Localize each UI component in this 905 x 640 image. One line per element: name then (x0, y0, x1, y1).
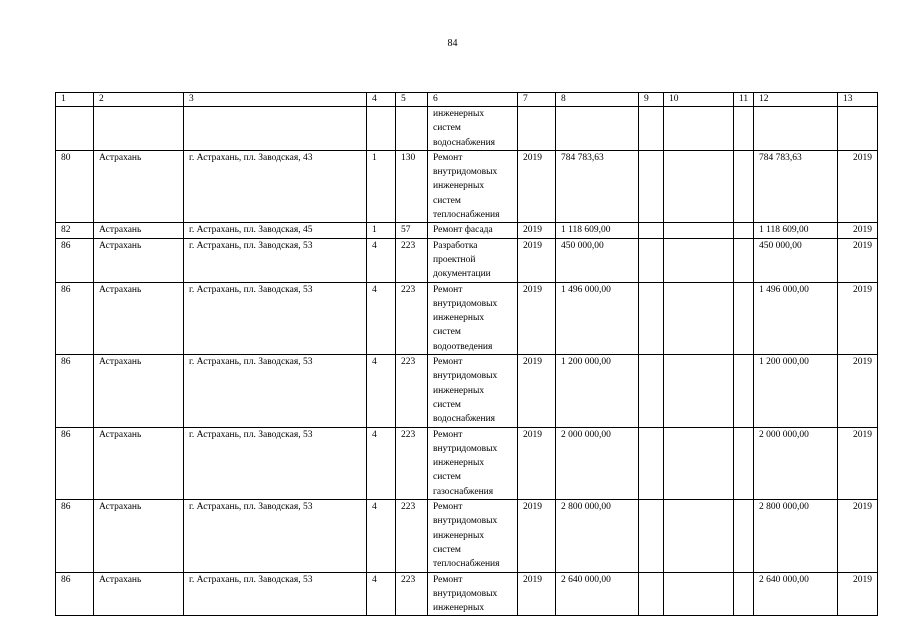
col10-cell (664, 223, 734, 238)
col5-cell: 130 (396, 150, 428, 222)
table-row (56, 150, 878, 222)
amount-cell: 1 200 000,00 (556, 355, 639, 427)
col4-cell (367, 107, 396, 151)
work-type-cell: Ремонт фасада (428, 223, 518, 238)
row-number-cell: 82 (56, 223, 94, 238)
address-cell: г. Астрахань, пл. Заводская, 53 (184, 355, 367, 427)
work-type-cell: Ремонт внутридомовых инженерных систем водоотведения (428, 282, 518, 354)
row-number-cell: 86 (56, 500, 94, 572)
amount-total-cell: 450 000,00 (754, 238, 838, 282)
col4-cell: 4 (367, 282, 396, 354)
year-cell: 2019 (518, 150, 556, 222)
address-cell: г. Астрахань, пл. Заводская, 53 (184, 282, 367, 354)
address-cell: г. Астрахань, пл. Заводская, 53 (184, 500, 367, 572)
header-cell: 4 (367, 93, 396, 107)
year-cell: 2019 (518, 427, 556, 499)
year-cell: 2019 (518, 282, 556, 354)
row-number-cell: 86 (56, 282, 94, 354)
amount-total-cell: 1 200 000,00 (754, 355, 838, 427)
row-number-cell (56, 107, 94, 151)
city-cell: Астрахань (94, 150, 184, 222)
work-type-cell: инженерных систем водоснабжения (428, 107, 518, 151)
address-cell: г. Астрахань, пл. Заводская, 53 (184, 572, 367, 616)
header-cell: 11 (734, 93, 754, 107)
year-cell (518, 107, 556, 151)
year-cell: 2019 (518, 223, 556, 238)
row-number-cell: 86 (56, 572, 94, 616)
row-number-cell: 86 (56, 355, 94, 427)
col4-cell: 1 (367, 150, 396, 222)
header-cell: 12 (754, 93, 838, 107)
col10-cell (664, 107, 734, 151)
city-cell: Астрахань (94, 238, 184, 282)
amount-cell: 2 640 000,00 (556, 572, 639, 616)
row-number-cell: 86 (56, 238, 94, 282)
completion-year-cell: 2019 (838, 427, 878, 499)
col5-cell: 223 (396, 238, 428, 282)
col11-cell (734, 238, 754, 282)
amount-cell: 2 000 000,00 (556, 427, 639, 499)
header-cell: 2 (94, 93, 184, 107)
table-row (56, 572, 878, 616)
col9-cell (639, 427, 664, 499)
col11-cell (734, 107, 754, 151)
table-row (56, 107, 878, 151)
amount-total-cell: 784 783,63 (754, 150, 838, 222)
repair-program-table (55, 92, 878, 616)
col5-cell: 223 (396, 500, 428, 572)
col9-cell (639, 572, 664, 616)
city-cell (94, 107, 184, 151)
completion-year-cell: 2019 (838, 500, 878, 572)
col9-cell (639, 150, 664, 222)
address-cell: г. Астрахань, пл. Заводская, 53 (184, 238, 367, 282)
amount-total-cell: 2 800 000,00 (754, 500, 838, 572)
amount-cell: 2 800 000,00 (556, 500, 639, 572)
work-type-cell: Ремонт внутридомовых инженерных систем водоснабжения (428, 355, 518, 427)
col5-cell: 57 (396, 223, 428, 238)
city-cell: Астрахань (94, 355, 184, 427)
col5-cell: 223 (396, 427, 428, 499)
completion-year-cell: 2019 (838, 150, 878, 222)
col5-cell: 223 (396, 282, 428, 354)
header-cell: 13 (838, 93, 878, 107)
completion-year-cell: 2019 (838, 238, 878, 282)
table-row (56, 427, 878, 499)
completion-year-cell (838, 107, 878, 151)
work-type-cell: Разработка проектной документации (428, 238, 518, 282)
col4-cell: 4 (367, 427, 396, 499)
col11-cell (734, 427, 754, 499)
header-cell: 8 (556, 93, 639, 107)
amount-total-cell (754, 107, 838, 151)
address-cell: г. Астрахань, пл. Заводская, 45 (184, 223, 367, 238)
completion-year-cell: 2019 (838, 282, 878, 354)
work-type-cell: Ремонт внутридомовых инженерных систем теплоснабжения (428, 150, 518, 222)
row-number-cell: 86 (56, 427, 94, 499)
col11-cell (734, 223, 754, 238)
col11-cell (734, 500, 754, 572)
work-type-cell: Ремонт внутридомовых инженерных систем теплоснабжения (428, 500, 518, 572)
amount-cell: 1 118 609,00 (556, 223, 639, 238)
completion-year-cell: 2019 (838, 223, 878, 238)
table-row (56, 238, 878, 282)
col10-cell (664, 500, 734, 572)
completion-year-cell: 2019 (838, 572, 878, 616)
col11-cell (734, 282, 754, 354)
year-cell: 2019 (518, 572, 556, 616)
work-type-cell: Ремонт внутридомовых инженерных систем газоснабжения (428, 427, 518, 499)
header-cell: 10 (664, 93, 734, 107)
amount-total-cell: 1 496 000,00 (754, 282, 838, 354)
address-cell (184, 107, 367, 151)
column-number-header-row (56, 93, 878, 107)
col9-cell (639, 500, 664, 572)
header-cell: 3 (184, 93, 367, 107)
col10-cell (664, 150, 734, 222)
col5-cell: 223 (396, 355, 428, 427)
city-cell: Астрахань (94, 223, 184, 238)
year-cell: 2019 (518, 500, 556, 572)
city-cell: Астрахань (94, 572, 184, 616)
col9-cell (639, 355, 664, 427)
col9-cell (639, 238, 664, 282)
col4-cell: 4 (367, 238, 396, 282)
amount-cell: 1 496 000,00 (556, 282, 639, 354)
table-row (56, 282, 878, 354)
amount-cell (556, 107, 639, 151)
address-cell: г. Астрахань, пл. Заводская, 43 (184, 150, 367, 222)
col5-cell: 223 (396, 572, 428, 616)
col9-cell (639, 107, 664, 151)
col10-cell (664, 572, 734, 616)
col10-cell (664, 427, 734, 499)
city-cell: Астрахань (94, 427, 184, 499)
amount-total-cell: 2 000 000,00 (754, 427, 838, 499)
amount-total-cell: 1 118 609,00 (754, 223, 838, 238)
work-type-cell: Ремонт внутридомовых инженерных (428, 572, 518, 616)
header-cell: 5 (396, 93, 428, 107)
col5-cell (396, 107, 428, 151)
header-cell: 6 (428, 93, 518, 107)
col4-cell: 4 (367, 355, 396, 427)
col10-cell (664, 238, 734, 282)
amount-cell: 450 000,00 (556, 238, 639, 282)
col10-cell (664, 355, 734, 427)
city-cell: Астрахань (94, 500, 184, 572)
col4-cell: 4 (367, 500, 396, 572)
header-cell: 9 (639, 93, 664, 107)
table-row (56, 500, 878, 572)
header-cell: 1 (56, 93, 94, 107)
address-cell: г. Астрахань, пл. Заводская, 53 (184, 427, 367, 499)
col10-cell (664, 282, 734, 354)
col4-cell: 4 (367, 572, 396, 616)
col4-cell: 1 (367, 223, 396, 238)
col11-cell (734, 572, 754, 616)
header-cell: 7 (518, 93, 556, 107)
col11-cell (734, 150, 754, 222)
year-cell: 2019 (518, 238, 556, 282)
page-number: 84 (447, 38, 458, 49)
row-number-cell: 80 (56, 150, 94, 222)
amount-cell: 784 783,63 (556, 150, 639, 222)
year-cell: 2019 (518, 355, 556, 427)
amount-total-cell: 2 640 000,00 (754, 572, 838, 616)
col9-cell (639, 282, 664, 354)
city-cell: Астрахань (94, 282, 184, 354)
col9-cell (639, 223, 664, 238)
table-row (56, 223, 878, 238)
completion-year-cell: 2019 (838, 355, 878, 427)
col11-cell (734, 355, 754, 427)
table-row (56, 355, 878, 427)
